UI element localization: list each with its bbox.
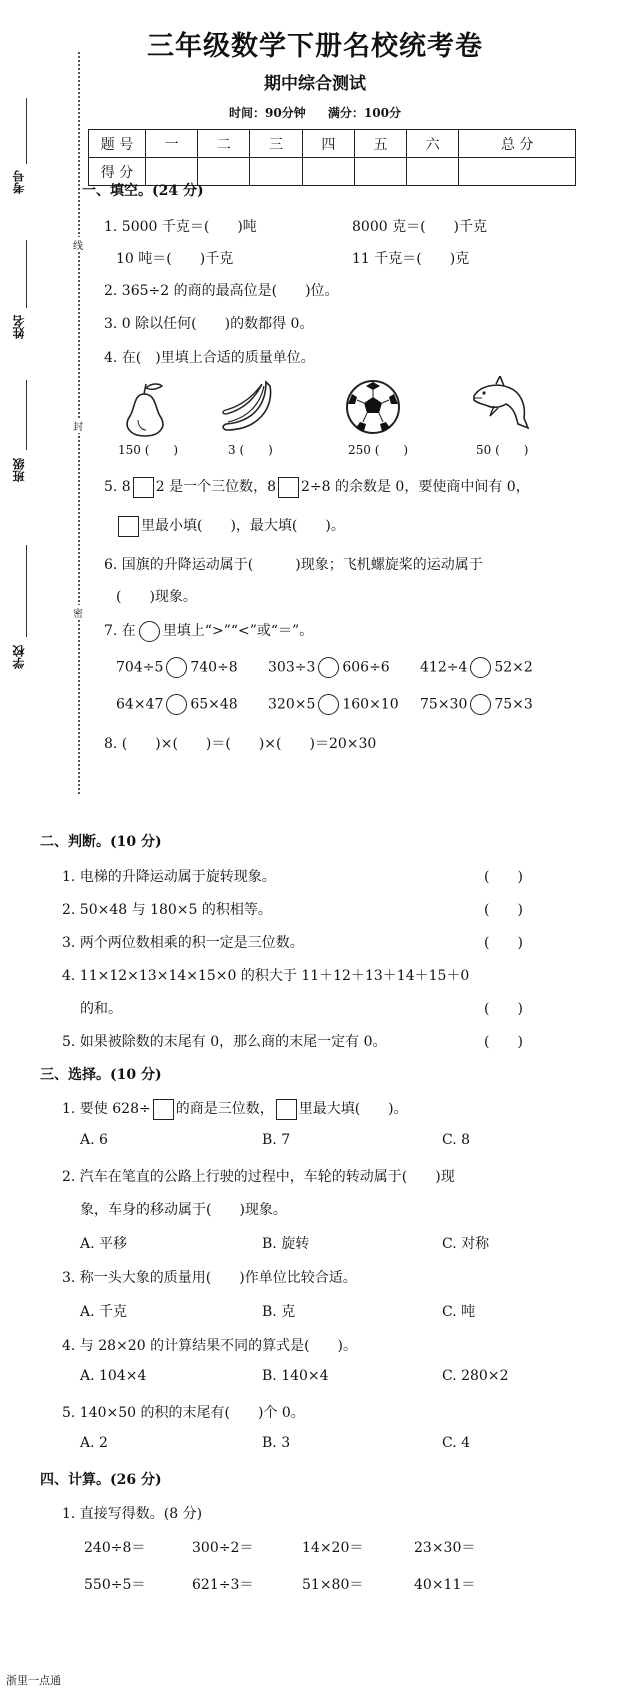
compare-item: 75×3 <box>494 696 533 713</box>
option-b[interactable]: B. 3 <box>262 1435 291 1451</box>
calc-item: 51×80＝ <box>302 1577 364 1593</box>
compare-item: 704÷5 <box>116 659 164 676</box>
calc-item: 300÷2＝ <box>192 1540 254 1556</box>
score-input-cell[interactable] <box>407 158 459 186</box>
compare-circle[interactable] <box>470 657 491 678</box>
compare-item: 65×48 <box>190 696 238 713</box>
score-input-cell[interactable] <box>302 158 354 186</box>
binding-mark: 线 <box>73 237 83 252</box>
blank-box[interactable] <box>153 1099 174 1120</box>
side-label-school: 学校 <box>12 645 26 669</box>
score-cell: 二 <box>198 130 250 158</box>
question-1-8: 8. ( )×( )＝( )×( )＝20×30 <box>104 736 377 752</box>
score-cell: 四 <box>302 130 354 158</box>
score-input-cell[interactable] <box>198 158 250 186</box>
judge-answer-paren[interactable]: ( ) <box>484 869 523 885</box>
binding-mark: 密 <box>73 605 83 620</box>
calc-item: 240÷8＝ <box>84 1540 146 1556</box>
option-c[interactable]: C. 对称 <box>442 1236 490 1252</box>
option-c[interactable]: C. 280×2 <box>442 1368 509 1384</box>
q7-part: 7. 在 <box>104 623 136 639</box>
compare-row-2b <box>268 694 399 715</box>
weight-item-ball: 250 ( ) <box>348 443 409 457</box>
side-label-exam-number: 考号 <box>12 170 26 194</box>
option-a[interactable]: A. 平移 <box>80 1236 128 1252</box>
option-a[interactable]: A. 千克 <box>80 1304 128 1320</box>
exam-subtitle: 期中综合测试 <box>264 74 366 94</box>
binding-mark: 封 <box>73 418 83 433</box>
compare-circle[interactable] <box>166 657 187 678</box>
footer-brand: 浙里一点通 <box>6 1674 61 1687</box>
weight-item-banana: 3 ( ) <box>228 443 273 457</box>
judge-answer-paren[interactable]: ( ) <box>484 902 523 918</box>
compare-row-1 <box>116 657 238 678</box>
compare-item: 320×5 <box>268 696 316 713</box>
judge-item-5: 5. 如果被除数的末尾有 0，那么商的末尾一定有 0。 <box>62 1034 387 1050</box>
exam-time-info <box>0 104 630 121</box>
judge-answer-paren[interactable]: ( ) <box>484 1001 523 1017</box>
score-input-cell[interactable] <box>354 158 406 186</box>
score-table <box>88 129 576 186</box>
compare-item: 52×2 <box>494 659 533 676</box>
compare-item: 412÷4 <box>420 659 468 676</box>
blank-box[interactable] <box>278 477 299 498</box>
choice-question-4: 4. 与 28×20 的计算结果不同的算式是( )。 <box>62 1338 357 1354</box>
option-c[interactable]: C. 4 <box>442 1435 471 1451</box>
q5-part: 里最小填( )，最大填( )。 <box>141 518 345 534</box>
option-a[interactable]: A. 6 <box>80 1132 108 1148</box>
question-1-7 <box>104 620 313 642</box>
judge-item-3: 3. 两个两位数相乘的积一定是三位数。 <box>62 935 304 951</box>
choice-question-5: 5. 140×50 的积的末尾有( )个 0。 <box>62 1405 305 1421</box>
school-line[interactable] <box>26 545 27 637</box>
full-score: 满分：100分 <box>327 106 401 120</box>
compare-row-1c <box>420 657 533 678</box>
blank-box[interactable] <box>118 516 139 537</box>
compare-row-2c <box>420 694 533 715</box>
choice-question-2-line2: 象，车身的移动属于( )现象。 <box>80 1202 287 1218</box>
section-4-title: 四、计算。(26 分) <box>40 1472 162 1488</box>
choice-question-1 <box>62 1098 408 1120</box>
q5-part: 5. 8 <box>104 479 131 495</box>
question-1-6-line1: 6. 国旗的升降运动属于( )现象；飞机螺旋桨的运动属于 <box>104 557 483 573</box>
blank-box[interactable] <box>133 477 154 498</box>
compare-row-1b <box>268 657 390 678</box>
score-cell: 三 <box>250 130 302 158</box>
q-part: 里最大填( )。 <box>298 1101 408 1117</box>
compare-circle[interactable] <box>470 694 491 715</box>
exam-number-line[interactable] <box>26 98 27 164</box>
option-b[interactable]: B. 克 <box>262 1304 296 1320</box>
option-b[interactable]: B. 140×4 <box>262 1368 329 1384</box>
question-1-1a: 1. 5000 千克＝( )吨 <box>104 219 257 235</box>
option-c[interactable]: C. 8 <box>442 1132 471 1148</box>
section-3-title: 三、选择。(10 分) <box>40 1067 162 1083</box>
compare-circle[interactable] <box>166 694 187 715</box>
q5-part: 2÷8 的余数是 0，要使商中间有 0， <box>300 479 530 495</box>
weight-item-pear: 150 ( ) <box>118 443 179 457</box>
compare-item: 64×47 <box>116 696 164 713</box>
blank-box[interactable] <box>276 1099 297 1120</box>
score-cell: 六 <box>407 130 459 158</box>
calc-item: 23×30＝ <box>414 1540 476 1556</box>
calc-item: 40×11＝ <box>414 1577 476 1593</box>
pear-icon <box>118 380 172 438</box>
score-cell: 五 <box>354 130 406 158</box>
calc-question-1: 1. 直接写得数。(8 分) <box>62 1506 203 1522</box>
option-b[interactable]: B. 7 <box>262 1132 291 1148</box>
question-1-2: 2. 365÷2 的商的最高位是( )位。 <box>104 283 339 299</box>
side-label-class: 班级 <box>12 458 26 482</box>
compare-row-2 <box>116 694 238 715</box>
q5-part: 2 是一个三位数，8 <box>155 479 276 495</box>
question-1-5-line1 <box>104 476 530 498</box>
compare-circle[interactable] <box>318 694 339 715</box>
q7-part: 里填上“>”“<”或“＝”。 <box>162 623 314 639</box>
calc-item: 14×20＝ <box>302 1540 364 1556</box>
option-b[interactable]: B. 旋转 <box>262 1236 310 1252</box>
option-a[interactable]: A. 104×4 <box>80 1368 147 1384</box>
judge-item-1: 1. 电梯的升降运动属于旋转现象。 <box>62 869 276 885</box>
section-1-title: 一、填空。(24 分) <box>82 183 204 199</box>
question-1-1d: 11 千克＝( )克 <box>352 251 470 267</box>
score-input-cell[interactable] <box>459 158 576 186</box>
option-a[interactable]: A. 2 <box>80 1435 108 1451</box>
choice-question-2-line1: 2. 汽车在笔直的公路上行驶的过程中，车轮的转动属于( )现 <box>62 1169 455 1185</box>
compare-item: 303÷3 <box>268 659 316 676</box>
judge-answer-paren[interactable]: ( ) <box>484 935 523 951</box>
score-cell: 得 分 <box>89 158 146 186</box>
option-c[interactable]: C. 吨 <box>442 1304 476 1320</box>
section-2-title: 二、判断。(10 分) <box>40 834 162 850</box>
score-table-header-row <box>89 130 576 158</box>
judge-answer-paren[interactable]: ( ) <box>484 1034 523 1050</box>
judge-item-4: 4. 11×12×13×14×15×0 的积大于 11＋12＋13＋14＋15＋0 <box>62 968 470 984</box>
compare-item: 75×30 <box>420 696 468 713</box>
q-part: 1. 要使 628÷ <box>62 1101 151 1117</box>
question-1-3: 3. 0 除以任何( )的数都得 0。 <box>104 316 314 332</box>
name-line[interactable] <box>26 240 27 308</box>
score-cell: 一 <box>146 130 198 158</box>
compare-item: 740÷8 <box>190 659 238 676</box>
compare-circle[interactable] <box>139 621 160 642</box>
side-label-name: 姓名 <box>12 315 26 339</box>
q-part: 的商是三位数， <box>175 1101 274 1117</box>
compare-item: 606÷6 <box>342 659 390 676</box>
calc-item: 550÷5＝ <box>84 1577 146 1593</box>
question-1-5-line2 <box>116 515 345 537</box>
soccer-ball-icon <box>344 378 402 436</box>
question-1-6-line2: ( )现象。 <box>116 589 197 605</box>
banana-icon <box>218 378 280 436</box>
dolphin-icon <box>470 376 532 436</box>
score-input-cell[interactable] <box>250 158 302 186</box>
judge-item-2: 2. 50×48 与 180×5 的积相等。 <box>62 902 272 918</box>
weight-item-dolphin: 50 ( ) <box>476 443 529 457</box>
question-1-1c: 10 吨＝( )千克 <box>116 251 234 267</box>
compare-circle[interactable] <box>318 657 339 678</box>
choice-question-3: 3. 称一头大象的质量用( )作单位比较合适。 <box>62 1270 357 1286</box>
score-cell: 总 分 <box>459 130 576 158</box>
class-line[interactable] <box>26 380 27 450</box>
question-1-1b: 8000 克＝( )千克 <box>352 219 488 235</box>
exam-title: 三年级数学下册名校统考卷 <box>147 31 483 62</box>
compare-item: 160×10 <box>342 696 399 713</box>
time-limit: 时间：90分钟 <box>229 106 306 120</box>
score-cell: 题 号 <box>89 130 146 158</box>
judge-item-4-cont: 的和。 <box>80 1001 122 1017</box>
question-1-4: 4. 在( )里填上合适的质量单位。 <box>104 350 315 366</box>
calc-item: 621÷3＝ <box>192 1577 254 1593</box>
